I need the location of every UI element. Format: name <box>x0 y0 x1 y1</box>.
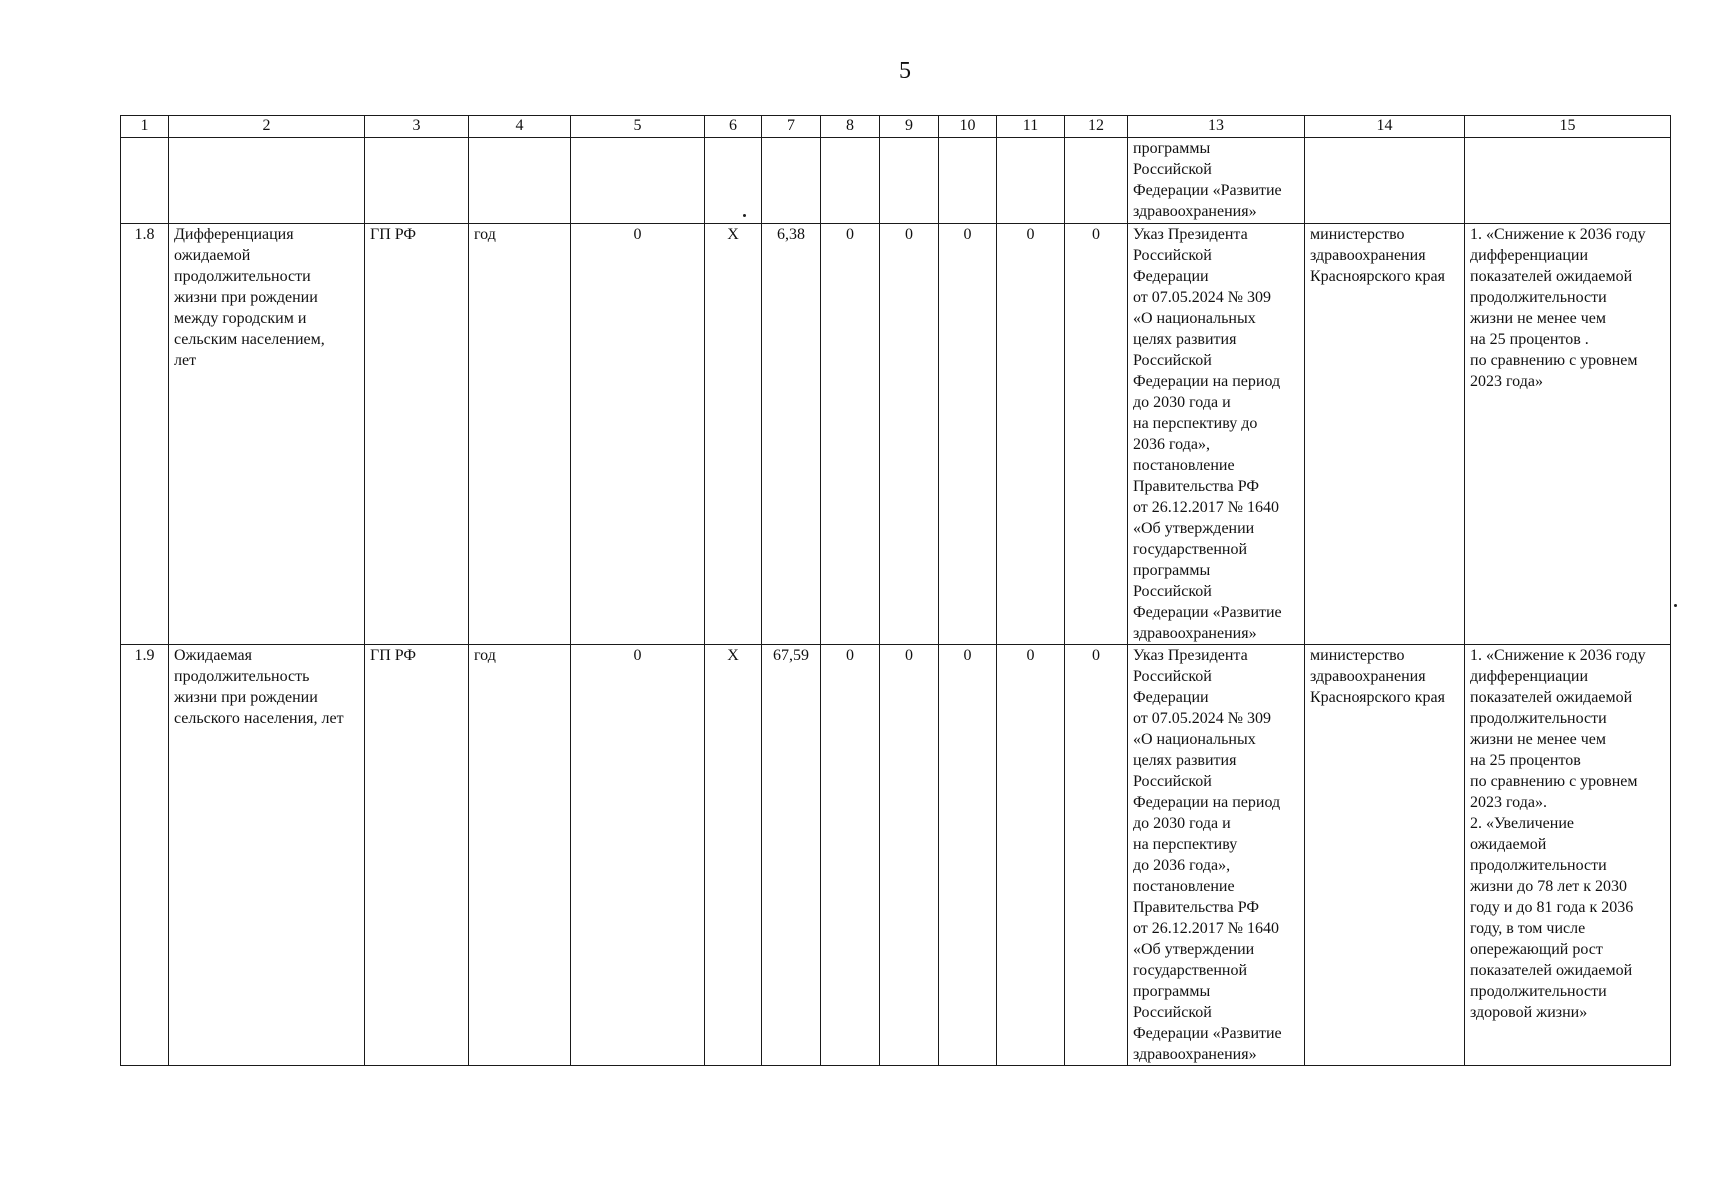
column-number: 14 <box>1305 116 1465 138</box>
unit-cell: год <box>469 645 571 1066</box>
column-number: 11 <box>997 116 1065 138</box>
indicator-name-cell: Дифференциация ожидаемой продолжительности жизни при рождении между городским и сельским населением, лет <box>169 224 365 645</box>
column-number: 15 <box>1465 116 1671 138</box>
responsible-body-cell: министерство здравоохранения Красноярского края <box>1305 645 1465 1066</box>
column-number: 12 <box>1065 116 1128 138</box>
value-cell: 0 <box>939 224 997 645</box>
column-number: 3 <box>365 116 469 138</box>
indicators-table <box>120 115 1671 1066</box>
national-goal-cell: 1. «Снижение к 2036 году дифференциации показателей ожидаемой продолжительности жизни не менее чем на 25 процентов по сравнению с уровнем 2023 года». 2. «Увеличение ожидаемой продолжительности жизни до 78 лет к 2030 году и до 81 года к 2036 году, в том числе опережающий рост показателей ожидаемой продолжительности здоровой жизни» <box>1465 645 1671 1066</box>
column-number: 4 <box>469 116 571 138</box>
unit-cell: год <box>469 224 571 645</box>
column-number: 9 <box>880 116 939 138</box>
column-number: 8 <box>821 116 880 138</box>
level-cell: ГП РФ <box>365 224 469 645</box>
continuation-row <box>121 138 1671 224</box>
value-cell: 0 <box>880 224 939 645</box>
column-number: 6 <box>705 116 762 138</box>
value-cell: X <box>705 645 762 1066</box>
value-cell: 0 <box>880 645 939 1066</box>
legal-basis-cell: Указ Президента Российской Федерации от 07.05.2024 № 309 «О национальных целях развития Российской Федерации на период до 2030 года и на перспективу до 2036 года», постановление Правительства РФ от 26.12.2017 № 1640 «Об утверждении государственной программы Российской Федерации «Развитие здравоохранения» <box>1128 224 1305 645</box>
table-row <box>121 224 1671 645</box>
column-number-row <box>121 116 1671 138</box>
column-number: 1 <box>121 116 169 138</box>
value-cell: 0 <box>821 224 880 645</box>
row-number-cell: 1.9 <box>121 645 169 1066</box>
value-cell: 0 <box>1065 645 1128 1066</box>
value-cell: 0 <box>997 645 1065 1066</box>
value-cell: X <box>705 224 762 645</box>
value-cell: 0 <box>1065 224 1128 645</box>
page-number: 5 <box>899 58 911 84</box>
scan-speck <box>743 214 746 217</box>
column-number: 5 <box>571 116 705 138</box>
value-cell: 0 <box>571 224 705 645</box>
value-cell: 0 <box>997 224 1065 645</box>
column-number: 10 <box>939 116 997 138</box>
value-cell: 0 <box>821 645 880 1066</box>
national-goal-cell: 1. «Снижение к 2036 году дифференциации показателей ожидаемой продолжительности жизни не менее чем на 25 процентов . по сравнению с уровнем 2023 года» <box>1465 224 1671 645</box>
value-cell: 0 <box>571 645 705 1066</box>
level-cell: ГП РФ <box>365 645 469 1066</box>
value-cell: 67,59 <box>762 645 821 1066</box>
column-number: 7 <box>762 116 821 138</box>
indicator-name-cell: Ожидаемая продолжительность жизни при рождении сельского населения, лет <box>169 645 365 1066</box>
scan-speck <box>1674 604 1677 607</box>
legal-basis-cell: Указ Президента Российской Федерации от 07.05.2024 № 309 «О национальных целях развития Российской Федерации на период до 2030 года и на перспективу до 2036 года», постановление Правительства РФ от 26.12.2017 № 1640 «Об утверждении государственной программы Российской Федерации «Развитие здравоохранения» <box>1128 645 1305 1066</box>
table-row <box>121 645 1671 1066</box>
value-cell: 6,38 <box>762 224 821 645</box>
column-number: 13 <box>1128 116 1305 138</box>
legal-basis-cell: программы Российской Федерации «Развитие здравоохранения» <box>1128 138 1305 224</box>
responsible-body-cell: министерство здравоохранения Красноярского края <box>1305 224 1465 645</box>
value-cell: 0 <box>939 645 997 1066</box>
row-number-cell: 1.8 <box>121 224 169 645</box>
column-number: 2 <box>169 116 365 138</box>
